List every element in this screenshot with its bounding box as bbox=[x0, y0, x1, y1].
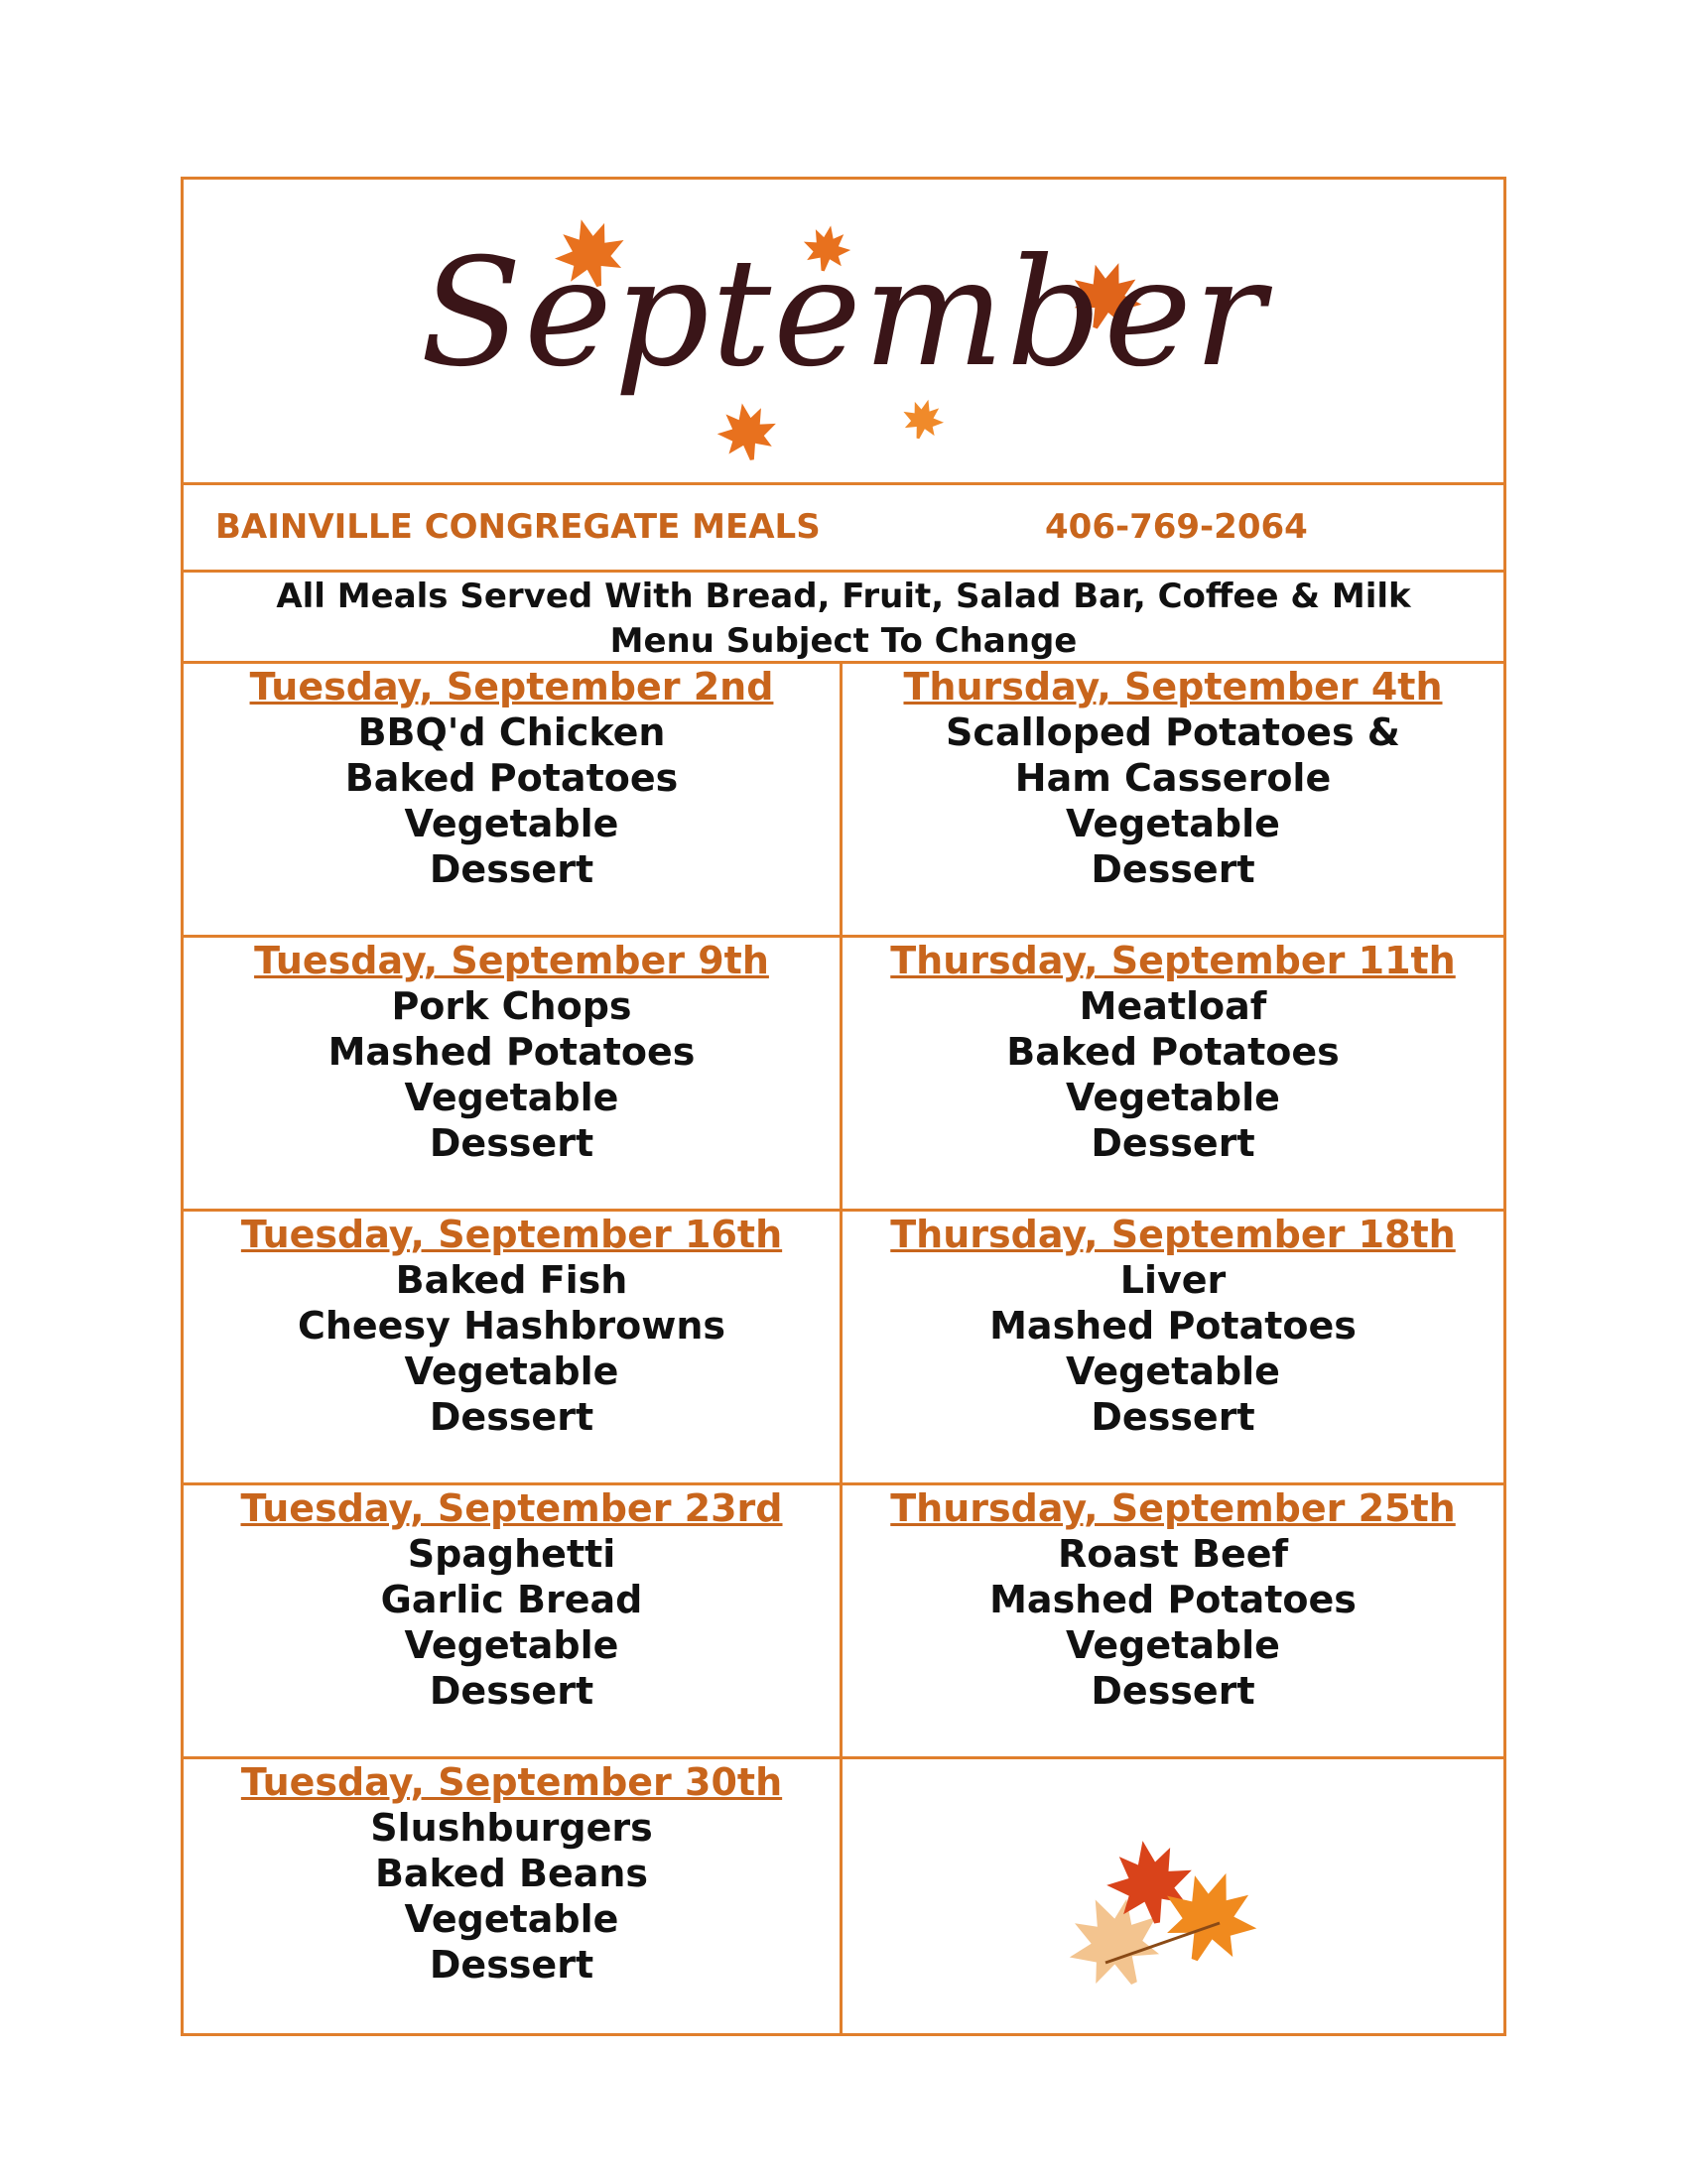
menu-item: Vegetable bbox=[1066, 1623, 1280, 1667]
menu-item: Mashed Potatoes bbox=[327, 1030, 696, 1074]
menu-item: Mashed Potatoes bbox=[989, 1578, 1357, 1621]
menu-item: Spaghetti bbox=[407, 1532, 616, 1576]
day-heading: Tuesday, September 30th bbox=[240, 1760, 783, 1804]
menu-item: Ham Casserole bbox=[1014, 756, 1332, 800]
menu-item: Mashed Potatoes bbox=[989, 1304, 1357, 1348]
menu-day-cell bbox=[184, 1485, 843, 1759]
menu-item: Slushburgers bbox=[370, 1806, 653, 1850]
day-heading: Thursday, September 25th bbox=[890, 1486, 1456, 1530]
organization-name: BAINVILLE CONGREGATE MEALS bbox=[215, 507, 821, 547]
menu-item: Vegetable bbox=[1066, 1349, 1280, 1393]
menu-day-cell bbox=[184, 938, 843, 1212]
menu-item: Dessert bbox=[429, 1395, 594, 1439]
menu-item: Liver bbox=[1119, 1258, 1227, 1302]
contact-bar bbox=[184, 485, 1503, 573]
menu-item: Scalloped Potatoes & bbox=[946, 710, 1400, 754]
menu-item: Vegetable bbox=[404, 802, 619, 845]
menu-item: Vegetable bbox=[404, 1076, 619, 1119]
menu-day-cell bbox=[843, 1485, 1503, 1759]
phone-number: 406-769-2064 bbox=[1045, 507, 1308, 547]
day-heading: Thursday, September 11th bbox=[890, 939, 1456, 982]
day-heading: Tuesday, September 16th bbox=[240, 1213, 783, 1256]
menu-day-cell bbox=[843, 938, 1503, 1212]
menu-item: Baked Potatoes bbox=[1006, 1030, 1340, 1074]
banner bbox=[184, 180, 1503, 485]
menu-item: Dessert bbox=[1091, 1121, 1255, 1165]
menu-item: Dessert bbox=[429, 1121, 594, 1165]
menu-item: Dessert bbox=[429, 1943, 594, 1987]
month-title: September bbox=[420, 227, 1267, 400]
day-heading: Tuesday, September 23rd bbox=[240, 1486, 783, 1530]
menu-day-cell bbox=[843, 664, 1503, 938]
menu-item: Dessert bbox=[1091, 1395, 1255, 1439]
day-heading: Tuesday, September 2nd bbox=[249, 665, 774, 708]
menu-grid bbox=[184, 664, 1503, 2033]
menu-item: Vegetable bbox=[404, 1349, 619, 1393]
menu-item: Dessert bbox=[1091, 1669, 1255, 1713]
menu-item: Dessert bbox=[1091, 847, 1255, 891]
meal-notice bbox=[184, 573, 1503, 664]
menu-frame bbox=[181, 177, 1506, 2036]
autumn-leaves-icon bbox=[1061, 1829, 1279, 2007]
menu-day-cell bbox=[184, 1759, 843, 2033]
menu-item: BBQ'd Chicken bbox=[357, 710, 666, 754]
day-heading: Thursday, September 4th bbox=[903, 665, 1443, 708]
menu-item: Vegetable bbox=[404, 1623, 619, 1667]
menu-item: Vegetable bbox=[404, 1897, 619, 1941]
menu-item: Baked Fish bbox=[395, 1258, 628, 1302]
decorative-leaves-cell bbox=[843, 1759, 1503, 2033]
menu-item: Baked Beans bbox=[374, 1852, 649, 1895]
menu-item: Dessert bbox=[429, 1669, 594, 1713]
menu-day-cell bbox=[184, 1212, 843, 1485]
menu-item: Garlic Bread bbox=[380, 1578, 643, 1621]
day-heading: Tuesday, September 9th bbox=[254, 939, 769, 982]
menu-item: Pork Chops bbox=[391, 984, 632, 1028]
menu-day-cell bbox=[843, 1212, 1503, 1485]
day-heading: Thursday, September 18th bbox=[890, 1213, 1456, 1256]
notice-line-2: Menu Subject To Change bbox=[609, 621, 1078, 661]
menu-item: Cheesy Hashbrowns bbox=[297, 1304, 726, 1348]
menu-item: Roast Beef bbox=[1057, 1532, 1289, 1576]
menu-item: Meatloaf bbox=[1079, 984, 1267, 1028]
menu-item: Baked Potatoes bbox=[344, 756, 679, 800]
menu-item: Vegetable bbox=[1066, 1076, 1280, 1119]
menu-item: Vegetable bbox=[1066, 802, 1280, 845]
menu-day-cell bbox=[184, 664, 843, 938]
notice-line-1: All Meals Served With Bread, Fruit, Salad Bar, Coffee & Milk bbox=[276, 577, 1411, 616]
menu-item: Dessert bbox=[429, 847, 594, 891]
